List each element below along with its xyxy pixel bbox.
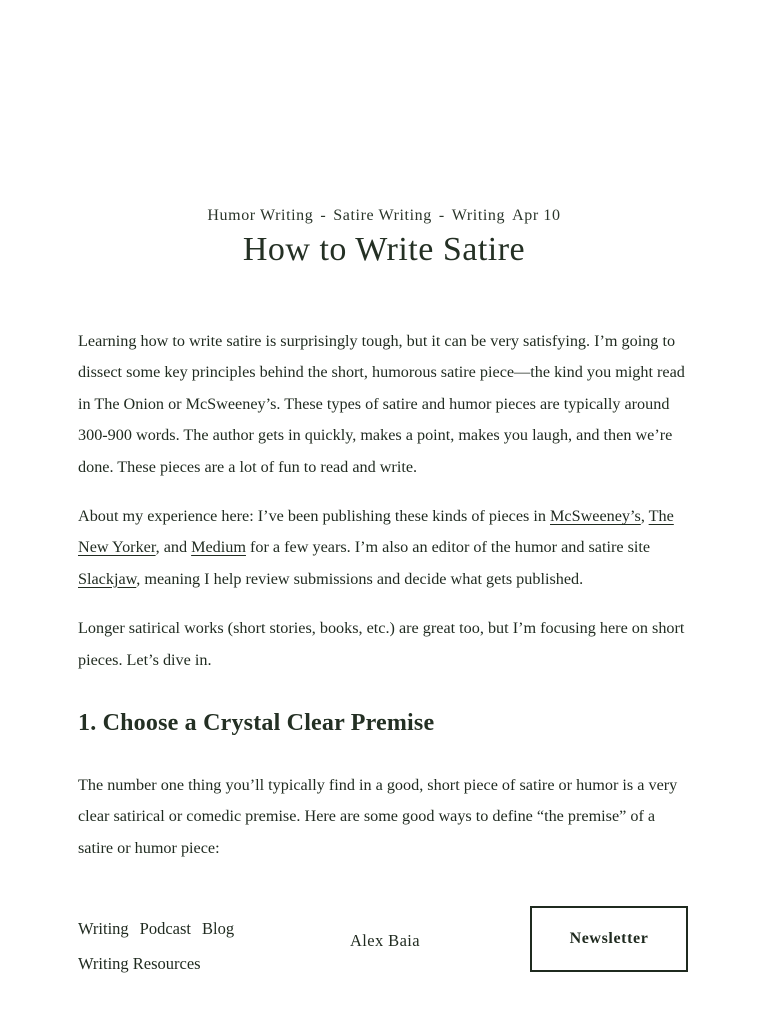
link-slackjaw[interactable]: Slackjaw (78, 569, 137, 588)
footer-nav (78, 911, 298, 981)
paragraph-text: , and (155, 538, 192, 557)
category-link-satire-writing[interactable]: Satire Writing (333, 207, 432, 224)
meta-separator: - (438, 207, 445, 224)
paragraph-text: for a few years. I’m also an editor of the humor and satire site (245, 538, 651, 557)
page-title: How to Write Satire (242, 231, 526, 268)
link-medium[interactable]: Medium (191, 538, 246, 557)
footer-link-writing-resources[interactable]: Writing Resources (78, 954, 201, 973)
paragraph-premise: The number one thing you’ll typically find in a good, short piece of satire or humor is a very clear satirical or comedic premise. Here are some good ways to define “the premise” of a satire or humor piece: (78, 776, 678, 857)
category-link-writing[interactable]: Writing (451, 207, 506, 224)
post-date: Apr 10 (512, 207, 561, 224)
paragraph-text: About my experience here: I’ve been publishing these kinds of pieces in (78, 507, 550, 526)
link-mcsweeneys[interactable]: McSweeney’s (550, 507, 641, 526)
newsletter-button[interactable]: Newsletter (530, 906, 688, 972)
category-link-humor-writing[interactable]: Humor Writing (207, 207, 314, 224)
meta-separator: - (320, 207, 327, 224)
footer (0, 906, 768, 986)
footer-link-podcast[interactable]: Podcast (139, 919, 192, 938)
paragraph-experience (78, 501, 690, 595)
post-meta (0, 207, 768, 225)
footer-link-writing[interactable]: Writing (78, 919, 129, 938)
link-new-yorker[interactable]: The New Yorker (78, 507, 674, 557)
paragraph-scope: Longer satirical works (short stories, books, etc.) are great too, but I’m focusing here on short pieces. Let’s dive in. (78, 619, 685, 669)
paragraph-intro: Learning how to write satire is surprisingly tough, but it can be very satisfying. I’m going to dissect some key principles behind the short, humorous satire piece—the kind you might read in The Onion or McSweeney’s. These types of satire and humor pieces are typically around 300-900 words. The author gets in quickly, makes a point, makes you laugh, and then we’re done. These pieces are a lot of fun to read and write. (78, 332, 685, 476)
paragraph-text: , (640, 507, 649, 526)
article-body (78, 326, 690, 882)
footer-author-name[interactable]: Alex Baia (349, 931, 421, 950)
paragraph-text: , meaning I help review submissions and decide what gets published. (136, 569, 584, 588)
footer-link-blog[interactable]: Blog (202, 919, 235, 938)
section-heading: 1. Choose a Crystal Clear Premise (78, 710, 435, 737)
